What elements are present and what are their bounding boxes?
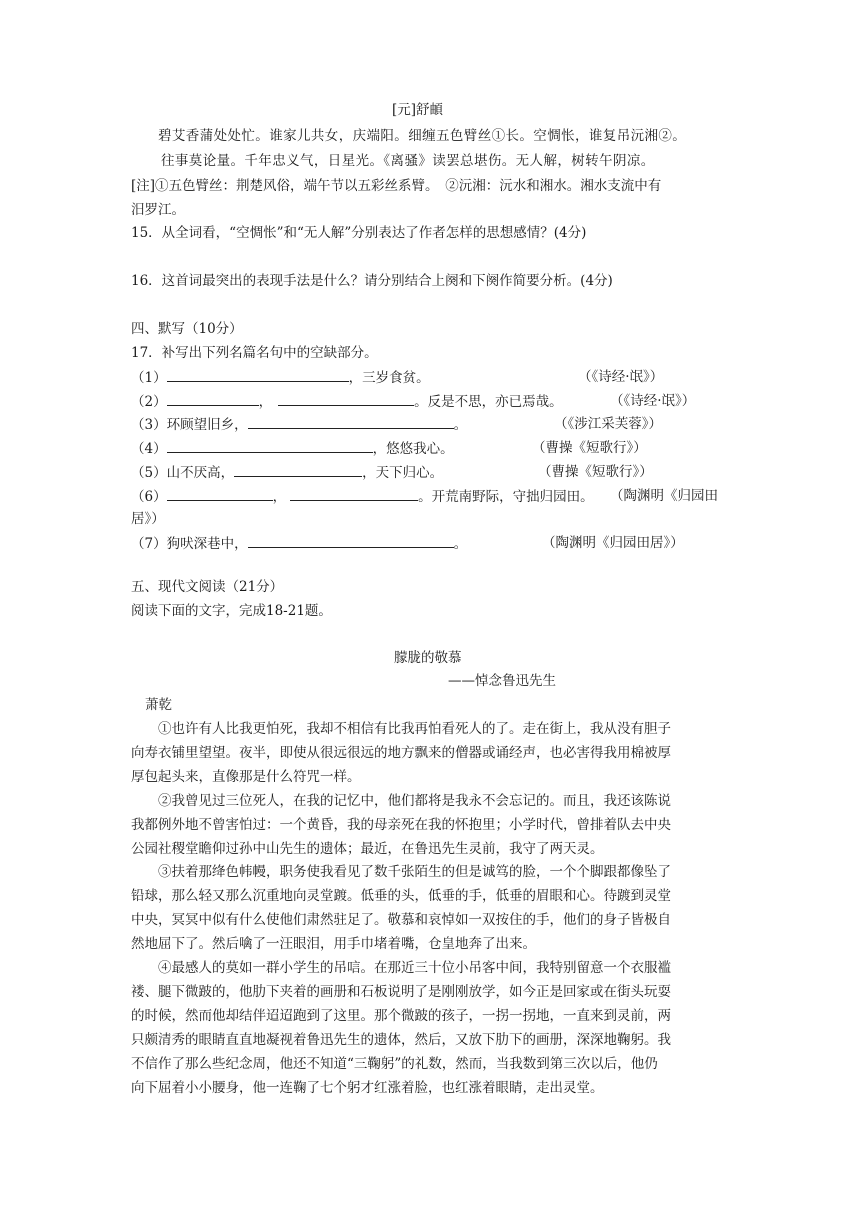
poem-note-2: 汨罗江。 bbox=[131, 202, 185, 218]
essay-line: 然地屈下了。然后噙了一汪眼泪，用手巾堵着嘴，仓皇地奔了出来。 bbox=[131, 936, 536, 952]
fill-item-3 bbox=[131, 414, 467, 435]
section-5-title: 五、现代文阅读（21分） bbox=[131, 579, 284, 595]
fill-item-2-source: （《诗经·氓》） bbox=[610, 393, 696, 409]
item-text: 。开荒南野际，守拙归园田。 bbox=[418, 489, 594, 505]
item-prefix: 山不厌高， bbox=[166, 465, 235, 481]
fill-item-6-source-continued: 居》） bbox=[131, 511, 165, 527]
poem-line-2: 往事莫论量。千年忠义气，日星光。《离骚》读罢总堪伤。无人解，树转午阴凉。 bbox=[161, 153, 655, 169]
section-5-intro: 阅读下面的文字，完成18-21题。 bbox=[131, 603, 332, 619]
answer-blank[interactable] bbox=[167, 367, 349, 382]
section-4-title: 四、默写（10分） bbox=[131, 321, 243, 337]
item-text: 。 bbox=[453, 417, 468, 433]
answer-blank[interactable] bbox=[167, 438, 373, 453]
question-17: 17．补写出下列名篇名句中的空缺部分。 bbox=[131, 345, 378, 361]
item-separator: ， bbox=[272, 489, 287, 505]
answer-blank[interactable] bbox=[248, 414, 454, 429]
answer-blank[interactable] bbox=[278, 391, 414, 406]
item-prefix: 环顾望旧乡， bbox=[166, 417, 248, 433]
item-text: 。反是不思，亦已焉哉。 bbox=[414, 394, 563, 410]
answer-blank[interactable] bbox=[234, 462, 362, 477]
essay-author: 萧乾 bbox=[145, 697, 172, 713]
item-separator: ， bbox=[258, 394, 273, 410]
essay-line: ④最感人的莫如一群小学生的吊唁。在那近三十位小吊客中间，我特别留意一个衣服褴 bbox=[158, 960, 671, 976]
question-16: 16．这首词最突出的表现手法是什么？请分别结合上阕和下阕作简要分析。(4分) bbox=[131, 273, 613, 289]
essay-line: 我都例外地不曾害怕过：一个黄昏，我的母亲死在我的怀抱里；小学时代，曾排着队去中央 bbox=[131, 817, 671, 833]
item-text: ，三岁食贫。 bbox=[348, 370, 430, 386]
fill-item-5 bbox=[131, 462, 443, 483]
essay-line: 向下屈着小小腰身，他一连鞠了七个躬才红涨着脸，也红涨着眼睛，走出灵堂。 bbox=[131, 1080, 604, 1096]
item-number: （3） bbox=[131, 417, 167, 433]
fill-item-2 bbox=[131, 391, 563, 412]
item-text: ，悠悠我心。 bbox=[372, 441, 454, 457]
poem-author: [元]舒頔 bbox=[392, 102, 444, 118]
fill-item-5-source: （曹操《短歌行》） bbox=[538, 464, 653, 480]
essay-line: 的时候，然而他却结伴迢迢跑到了这里。那个微跛的孩子，一拐一拐地，一直来到灵前，两 bbox=[131, 1008, 671, 1024]
poem-note-1: [注]①五色臂丝：荆楚风俗，端午节以五彩丝系臂。 ②沅湘：沅水和湘水。湘水支流中有 bbox=[131, 178, 662, 194]
essay-subtitle: ——悼念鲁迅先生 bbox=[448, 673, 556, 689]
question-15: 15．从全词看，“空惆怅”和“无人解”分别表达了作者怎样的思想感情？(4分) bbox=[131, 225, 587, 241]
answer-blank[interactable] bbox=[167, 486, 273, 501]
fill-item-6 bbox=[131, 486, 594, 507]
essay-line: ③扶着那绛色帏幔，职务使我看见了数千张陌生的但是诚笃的脸，一个个脚跟都像坠了 bbox=[158, 864, 671, 880]
essay-line: 铅球，那么轻又那么沉重地向灵堂踱。低垂的头，低垂的手，低垂的眉眼和心。待踱到灵堂 bbox=[131, 888, 671, 904]
fill-item-4-source: （曹操《短歌行》） bbox=[532, 440, 647, 456]
fill-item-7-source: （陶渊明《归园田居》） bbox=[542, 535, 684, 551]
fill-item-3-source: （《涉江采芙蓉》） bbox=[554, 416, 662, 432]
essay-line: ②我曾见过三位死人，在我的记忆中，他们都将是我永不会忘记的。而且，我还该陈说 bbox=[158, 793, 671, 809]
essay-line: 向寿衣铺里望望。夜半，即使从很远很远的地方飘来的僧器或诵经声，也必害得我用棉被厚 bbox=[131, 745, 671, 761]
essay-line: 不信作了那么些纪念周，他还不知道“三鞠躬”的礼数，然而，当我数到第三次以后，他仍 bbox=[131, 1056, 658, 1072]
fill-item-1-source: （《诗经·氓》） bbox=[578, 369, 664, 385]
item-prefix: 狗吠深巷中， bbox=[166, 536, 248, 552]
item-number: （7） bbox=[131, 536, 167, 552]
fill-item-7 bbox=[131, 533, 467, 554]
fill-item-6-source: （陶渊明《归园田 bbox=[610, 488, 718, 504]
essay-line: 褛、腿下微跛的，他肋下夹着的画册和石板说明了是刚刚放学，如今正是回家或在街头玩耍 bbox=[131, 984, 671, 1000]
answer-blank[interactable] bbox=[248, 533, 454, 548]
item-number: （5） bbox=[131, 465, 167, 481]
essay-line: 只颇清秀的眼睛直直地凝视着鲁迅先生的遗体，然后，又放下肋下的画册，深深地鞠躬。我 bbox=[131, 1032, 671, 1048]
item-number: （4） bbox=[131, 441, 167, 457]
item-number: （6） bbox=[131, 489, 167, 505]
essay-line: 中央，冥冥中似有什么使他们肃然驻足了。敬慕和哀悼如一双按住的手，他们的身子皆极自 bbox=[131, 912, 671, 928]
essay-title: 朦胧的敬慕 bbox=[394, 650, 462, 666]
poem-line-1: 碧艾香蒲处处忙。谁家儿共女，庆端阳。细缠五色臂丝①长。空惆怅，谁复吊沅湘②。 bbox=[158, 128, 687, 144]
item-text: 。 bbox=[453, 536, 468, 552]
item-number: （2） bbox=[131, 394, 167, 410]
essay-line: 厚包起头来，直像那是什么符咒一样。 bbox=[131, 769, 361, 785]
essay-line: ①也许有人比我更怕死，我却不相信有比我再怕看死人的了。走在街上，我从没有胆子 bbox=[158, 721, 671, 737]
fill-item-4 bbox=[131, 438, 454, 459]
answer-blank[interactable] bbox=[167, 391, 259, 406]
fill-item-1 bbox=[131, 367, 430, 388]
essay-line: 公园社稷堂瞻仰过孙中山先生的遗体；最近，在鲁迅先生灵前，我守了两天灵。 bbox=[131, 841, 604, 857]
item-text: ，天下归心。 bbox=[362, 465, 444, 481]
answer-blank[interactable] bbox=[290, 486, 418, 501]
item-number: （1） bbox=[131, 370, 167, 386]
